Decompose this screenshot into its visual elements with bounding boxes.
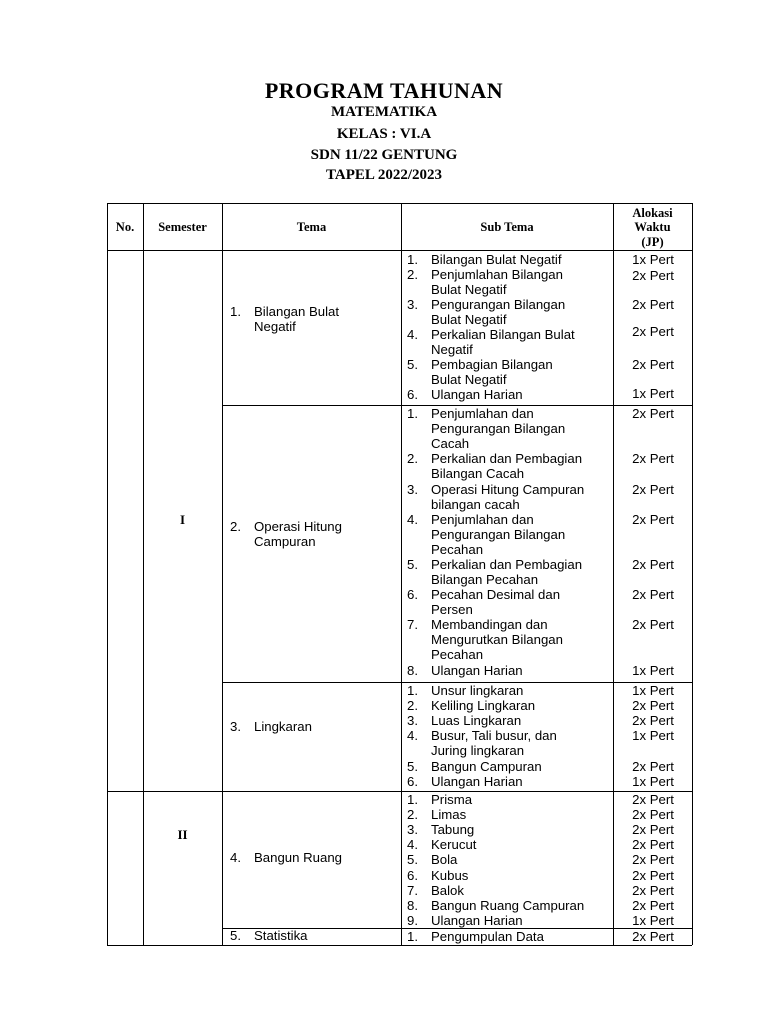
theme-item — [230, 304, 399, 334]
theme-title-cont: Campuran — [254, 534, 316, 549]
document-title: PROGRAM TAHUNAN — [264, 78, 504, 103]
subtheme-title: Busur, Tali busur, dan — [431, 728, 557, 744]
subtheme-item — [407, 683, 611, 698]
theme-number: 4. — [230, 850, 241, 865]
subtheme-title: Kerucut — [431, 837, 477, 853]
subject-heading: MATEMATIKA — [330, 104, 438, 120]
subtheme-number: 2. — [407, 451, 418, 467]
subtheme-number: 4. — [407, 837, 418, 853]
allocation-value: 2x Pert — [632, 929, 674, 944]
subtheme-number: 2. — [407, 698, 418, 714]
allocation-value: 2x Pert — [632, 406, 674, 421]
subtheme-item — [407, 774, 611, 789]
school-heading: SDN 11/22 GENTUNG — [310, 147, 458, 163]
semester-label: I — [179, 512, 186, 527]
subtheme-item — [407, 913, 611, 928]
subtheme-number: 5. — [407, 852, 418, 868]
column-divider — [401, 203, 402, 945]
subtheme-number: 6. — [407, 773, 418, 789]
subtheme-number: 8. — [407, 662, 418, 678]
subtheme-title: Balok — [431, 882, 464, 898]
subtheme-title: Penjumlahan dan — [431, 511, 534, 527]
column-divider — [222, 203, 223, 945]
subtheme-item — [407, 883, 611, 898]
theme-number: 3. — [230, 719, 241, 734]
subtheme-number: 1. — [407, 406, 418, 421]
subtheme-title: Bangun Campuran — [431, 758, 542, 774]
theme-title: Bangun Ruang — [254, 850, 342, 865]
allocation-value: 2x Pert — [632, 617, 674, 633]
theme-number: 2. — [230, 519, 241, 534]
subtheme-title-cont: Persen — [431, 602, 473, 618]
subtheme-title-cont: Pengurangan Bilangan — [431, 421, 566, 436]
subtheme-item — [407, 807, 611, 822]
subtheme-item — [407, 759, 611, 774]
subtheme-title: Ulangan Harian — [431, 773, 523, 789]
allocation-value: 2x Pert — [632, 324, 674, 339]
theme-item — [230, 719, 399, 734]
theme-number: 5. — [230, 928, 241, 943]
subtheme-number: 1. — [407, 683, 418, 698]
allocation-value: 2x Pert — [632, 807, 674, 823]
subtheme-number: 2. — [407, 267, 418, 282]
subtheme-title: Kubus — [431, 867, 469, 883]
theme-title: Operasi Hitung — [254, 519, 342, 534]
subtheme-item — [407, 663, 611, 678]
header-waktu: Waktu — [634, 220, 671, 234]
subtheme-item — [407, 617, 611, 662]
subtheme-title: Membandingan dan — [431, 617, 548, 633]
theme-title: Statistika — [254, 928, 308, 943]
theme-title-cont: Negatif — [254, 319, 296, 334]
subtheme-item — [407, 252, 611, 267]
subtheme-number: 5. — [407, 357, 418, 372]
subtheme-item — [407, 297, 611, 327]
subtheme-title: Perkalian dan Pembagian — [431, 451, 583, 467]
subtheme-number: 2. — [407, 807, 418, 823]
subtheme-number: 4. — [407, 327, 418, 342]
allocation-value: 1x Pert — [632, 386, 674, 401]
subtheme-title: Pecahan Desimal dan — [431, 587, 561, 603]
subtheme-item — [407, 868, 611, 883]
allocation-value: 2x Pert — [632, 822, 674, 838]
header-semester: Semester — [158, 220, 207, 234]
subtheme-item — [407, 822, 611, 837]
allocation-value: 1x Pert — [632, 252, 674, 267]
subtheme-number: 3. — [407, 713, 418, 729]
header-tema: Tema — [296, 220, 327, 234]
subtheme-title-cont: Bilangan Cacah — [431, 466, 525, 482]
subtheme-item — [407, 698, 611, 713]
subtheme-title: Pengurangan Bilangan — [431, 297, 566, 312]
allocation-value: 2x Pert — [632, 792, 674, 807]
subtheme-item — [407, 357, 611, 387]
allocation-value: 2x Pert — [632, 897, 674, 913]
subtheme-title: Perkalian Bilangan Bulat — [431, 327, 575, 342]
subtheme-item — [407, 852, 611, 867]
allocation-value: 2x Pert — [632, 698, 674, 714]
subtheme-title: Bilangan Bulat Negatif — [431, 252, 562, 267]
subtheme-title-cont: Pecahan — [431, 647, 484, 663]
subtheme-item — [407, 929, 611, 944]
allocation-value: 2x Pert — [632, 758, 674, 774]
subtheme-number: 6. — [407, 387, 418, 402]
subtheme-title: Bola — [431, 852, 458, 868]
subtheme-item — [407, 512, 611, 557]
header-jp: (JP) — [641, 235, 664, 249]
subtheme-title-cont: Pengurangan Bilangan — [431, 526, 566, 542]
subtheme-number: 7. — [407, 882, 418, 898]
allocation-value: 2x Pert — [632, 481, 674, 497]
subtheme-title: Tabung — [431, 822, 475, 838]
header-no: No. — [115, 220, 135, 234]
allocation-value: 2x Pert — [632, 297, 674, 312]
subtheme-title: Operasi Hitung Campuran — [431, 481, 585, 497]
subtheme-item — [407, 792, 611, 807]
subtheme-number: 3. — [407, 297, 418, 312]
subtheme-number: 3. — [407, 481, 418, 497]
subtheme-item — [407, 482, 611, 512]
year-heading: TAPEL 2022/2023 — [326, 167, 442, 183]
allocation-value: 2x Pert — [632, 268, 674, 283]
theme-number: 1. — [230, 304, 241, 319]
subtheme-title: Penjumlahan Bilangan — [431, 267, 563, 282]
allocation-value: 2x Pert — [632, 867, 674, 883]
subtheme-item — [407, 713, 611, 728]
subtheme-number: 6. — [407, 867, 418, 883]
subtheme-item — [407, 837, 611, 852]
subtheme-title: Ulangan Harian — [431, 662, 523, 678]
subtheme-item — [407, 557, 611, 587]
theme-item — [230, 850, 399, 865]
subtheme-title-cont: Cacah — [431, 436, 470, 451]
theme-title: Bilangan Bulat — [254, 304, 340, 319]
semester-label: II — [177, 827, 188, 842]
subtheme-item — [407, 327, 611, 357]
subtheme-number: 9. — [407, 912, 418, 928]
theme-item — [230, 928, 399, 943]
subtheme-title: Pembagian Bilangan — [431, 357, 553, 372]
subtheme-item — [407, 267, 611, 297]
allocation-value: 1x Pert — [632, 773, 674, 789]
allocation-value: 2x Pert — [632, 882, 674, 898]
subtheme-number: 7. — [407, 617, 418, 633]
subtheme-title-cont: Negatif — [431, 342, 473, 357]
subtheme-title-cont: Mengurutkan Bilangan — [431, 632, 563, 648]
subtheme-number: 6. — [407, 587, 418, 603]
allocation-value: 2x Pert — [632, 557, 674, 572]
subtheme-title: Limas — [431, 807, 467, 823]
subtheme-number: 3. — [407, 822, 418, 838]
subtheme-item — [407, 587, 611, 617]
subtheme-item — [407, 387, 611, 402]
subtheme-title-cont: Juring lingkaran — [431, 743, 525, 759]
header-divider — [107, 250, 692, 251]
subtheme-title-cont: Bulat Negatif — [431, 282, 507, 297]
header-sub-tema: Sub Tema — [480, 220, 534, 234]
subtheme-title-cont: Bulat Negatif — [431, 372, 507, 387]
subtheme-number: 5. — [407, 557, 418, 572]
allocation-value: 2x Pert — [632, 852, 674, 868]
allocation-value: 2x Pert — [632, 511, 674, 527]
subtheme-item — [407, 728, 611, 758]
subtheme-title: Penjumlahan dan — [431, 406, 534, 421]
subtheme-title: Ulangan Harian — [431, 912, 523, 928]
allocation-value: 2x Pert — [632, 357, 674, 372]
subtheme-title: Bangun Ruang Campuran — [431, 897, 585, 913]
table-border-top — [107, 203, 692, 204]
subtheme-number: 1. — [407, 252, 418, 267]
table-border-left — [107, 203, 108, 945]
allocation-value: 1x Pert — [632, 683, 674, 698]
subtheme-title: Luas Lingkaran — [431, 713, 522, 729]
subtheme-item — [407, 898, 611, 913]
header-alokasi: Alokasi — [632, 206, 673, 220]
subtheme-title: Ulangan Harian — [431, 387, 523, 402]
table-border-bottom — [107, 945, 692, 946]
subtheme-title: Keliling Lingkaran — [431, 698, 536, 714]
allocation-value: 2x Pert — [632, 451, 674, 467]
subtheme-number: 4. — [407, 511, 418, 527]
subtheme-number: 5. — [407, 758, 418, 774]
allocation-value: 2x Pert — [632, 837, 674, 853]
subtheme-number: 4. — [407, 728, 418, 744]
theme-title: Lingkaran — [254, 719, 312, 734]
subtheme-item — [407, 451, 611, 481]
allocation-value: 1x Pert — [632, 662, 674, 678]
allocation-value: 2x Pert — [632, 713, 674, 729]
subtheme-title-cont: bilangan cacah — [431, 496, 520, 512]
allocation-value: 1x Pert — [632, 912, 674, 928]
subtheme-number: 1. — [407, 929, 418, 944]
subtheme-title-cont: Bilangan Pecahan — [431, 572, 539, 587]
subtheme-title: Prisma — [431, 792, 473, 807]
subtheme-title: Pengumpulan Data — [431, 929, 544, 944]
subtheme-number: 1. — [407, 792, 418, 807]
subtheme-title-cont: Bulat Negatif — [431, 312, 507, 327]
subtheme-title: Unsur lingkaran — [431, 683, 524, 698]
theme-item — [230, 519, 399, 549]
allocation-value: 2x Pert — [632, 587, 674, 603]
subtheme-number: 8. — [407, 897, 418, 913]
subtheme-title: Perkalian dan Pembagian — [431, 557, 583, 572]
subtheme-title-cont: Pecahan — [431, 541, 484, 557]
class-heading: KELAS : VI.A — [336, 126, 432, 142]
subtheme-item — [407, 406, 611, 451]
allocation-value: 1x Pert — [632, 728, 674, 744]
